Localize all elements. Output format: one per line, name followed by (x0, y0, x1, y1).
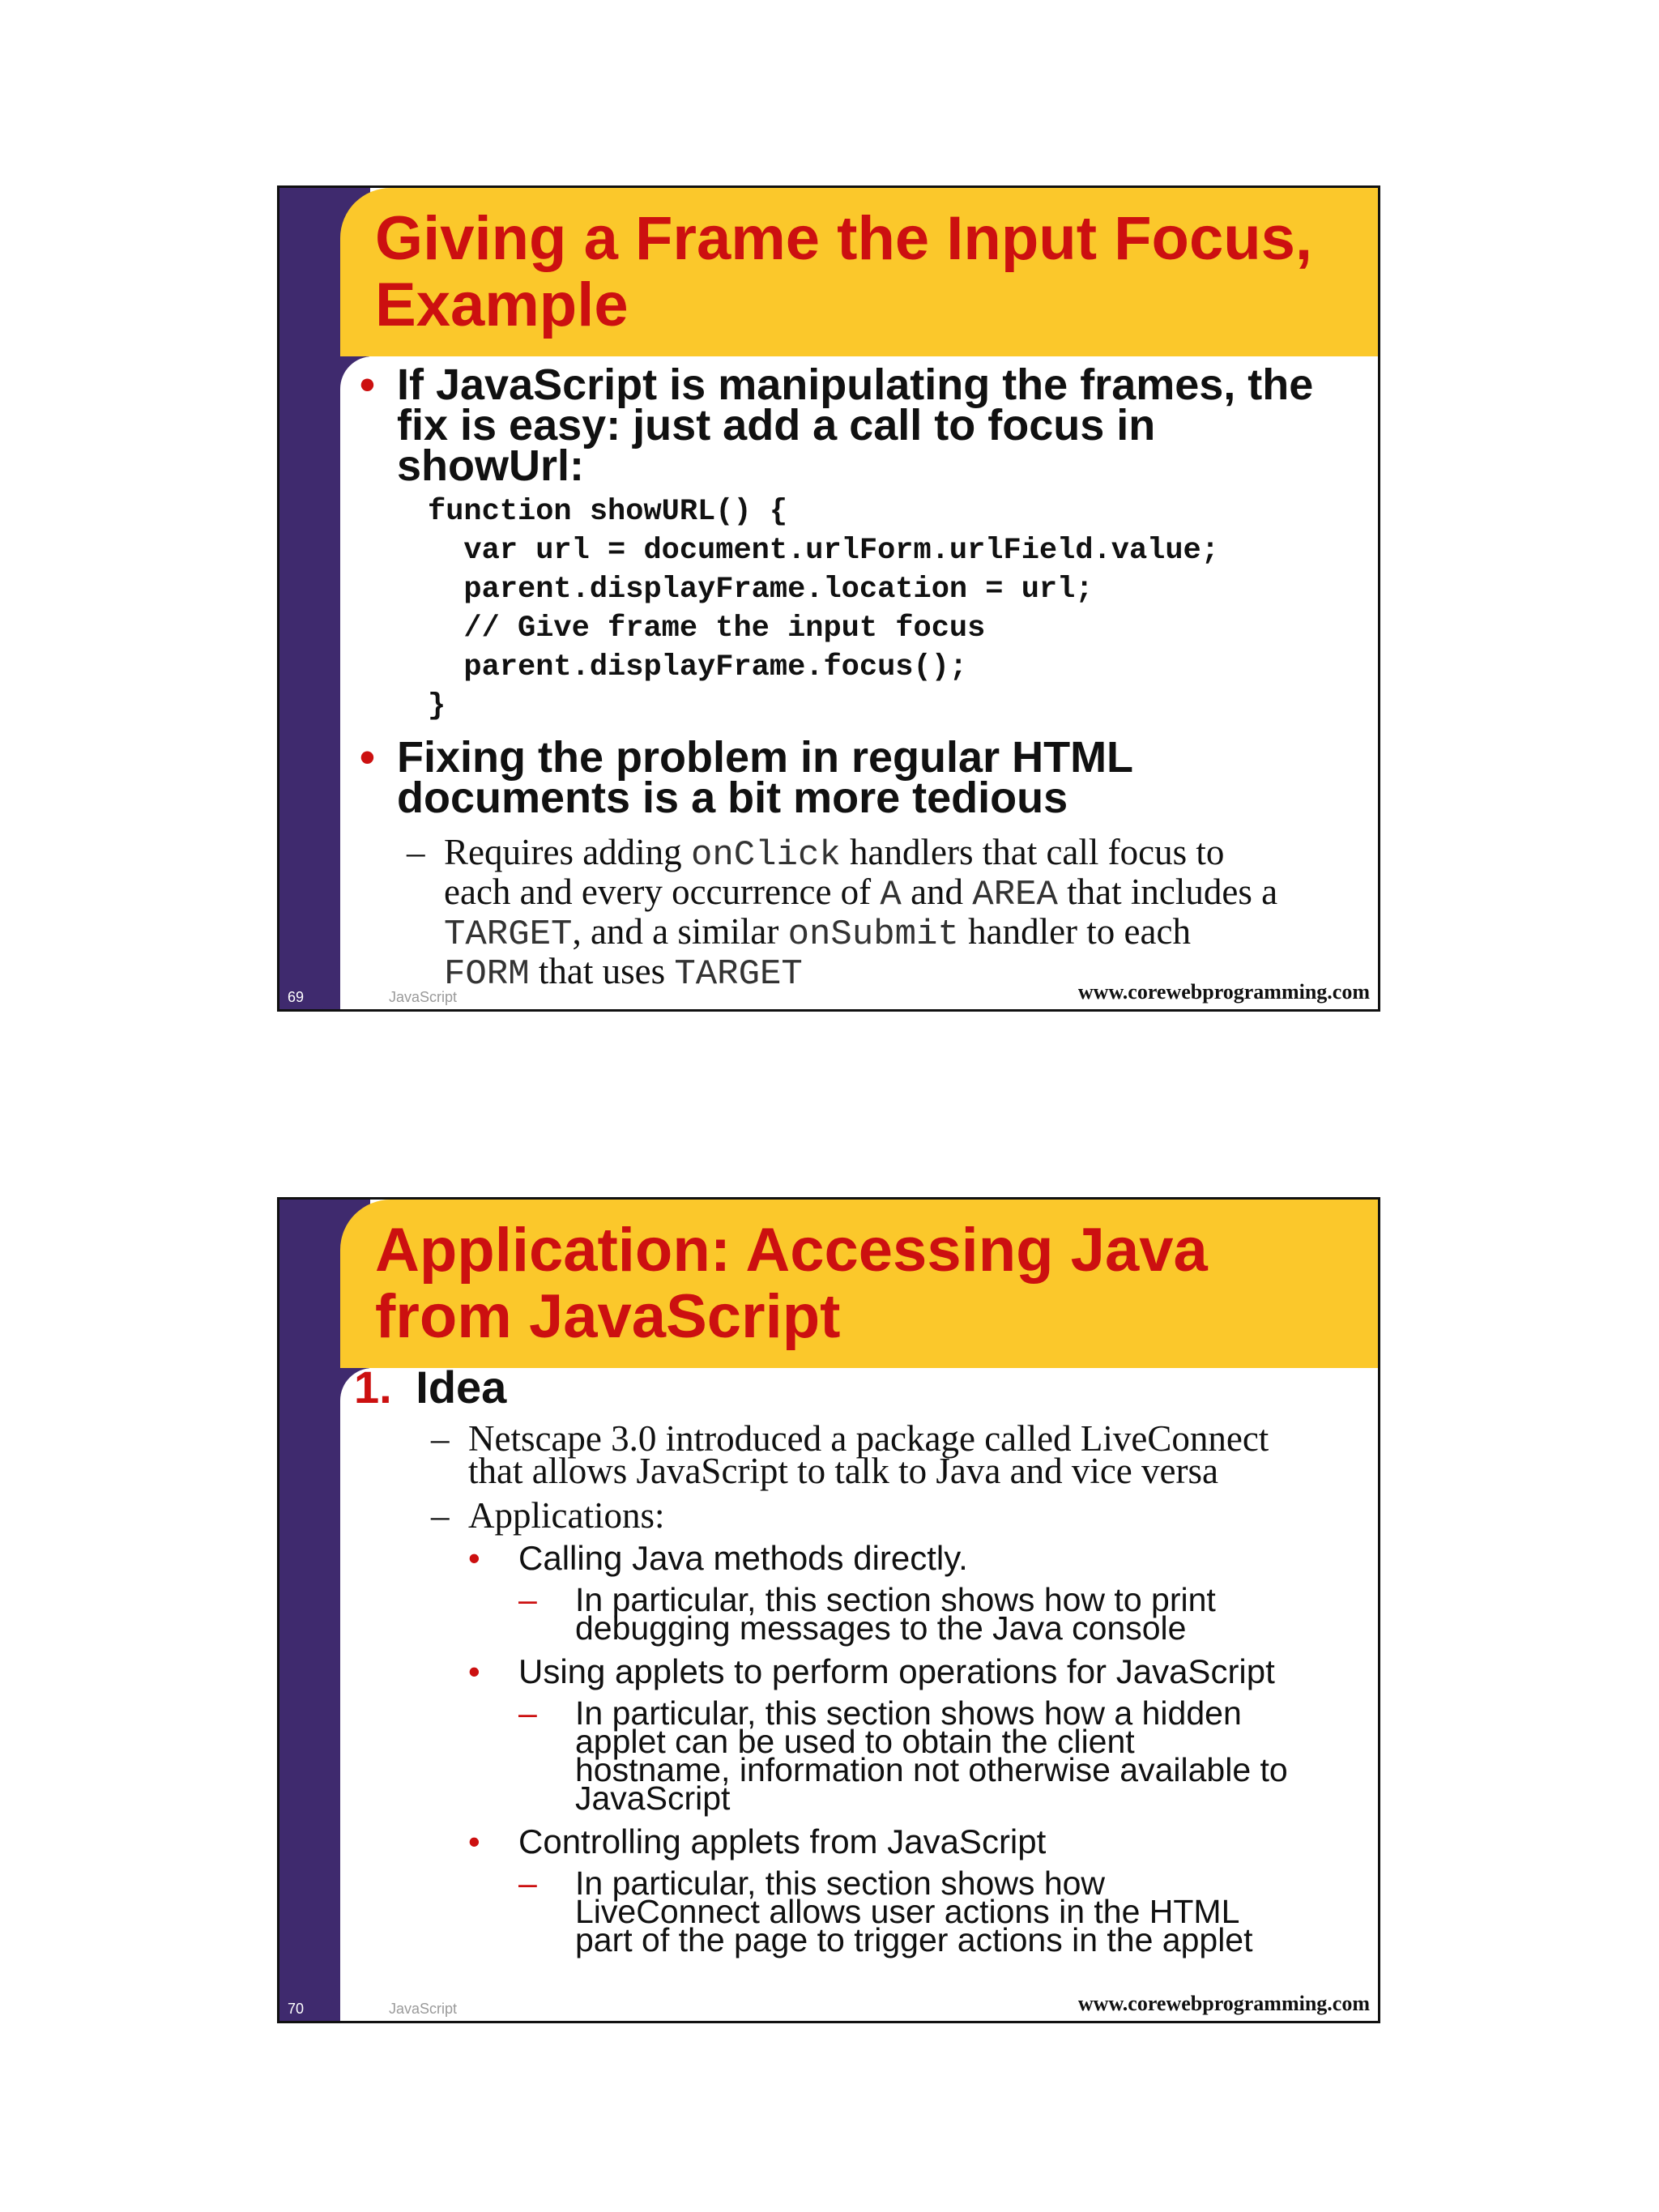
detail-line: JavaScript (575, 1779, 731, 1817)
item-number: 1. (354, 1362, 392, 1413)
title-line-1: Giving a Frame the Input Focus, (375, 204, 1313, 273)
title-line-1: Application: Accessing Java (375, 1216, 1208, 1285)
code-term: onSubmit (787, 914, 959, 955)
footer-url: www.corewebprogramming.com (1077, 980, 1370, 1004)
applications-heading (431, 1495, 665, 1536)
application-2-detail (518, 1694, 1288, 1817)
idea-detail (431, 1418, 1269, 1491)
bullet-1-line-2: fix is easy: just add a call to focus in (397, 401, 1156, 450)
detail-line: debugging messages to the Java console (575, 1609, 1187, 1647)
dash-marker: – (431, 1495, 450, 1536)
sub-text: handler to each (958, 911, 1191, 952)
title-line-2: Example (375, 271, 629, 339)
detail-line: hostname, information not otherwise available to (575, 1751, 1288, 1788)
applications-label: Applications: (468, 1495, 665, 1536)
application-2 (468, 1652, 1275, 1690)
footer-url: www.corewebprogramming.com (1077, 1992, 1370, 2015)
sub-text: each and every occurrence of (444, 872, 881, 912)
title-line-2: from JavaScript (375, 1282, 841, 1351)
sub-text: that uses (529, 951, 675, 991)
bullet-dot: • (468, 1822, 480, 1860)
dash-marker: – (407, 832, 425, 872)
sub-text: and (901, 872, 973, 912)
application-3-detail (518, 1865, 1253, 1958)
footer-label: JavaScript (389, 989, 458, 1005)
dash-marker: – (518, 1581, 537, 1618)
detail-line: In particular, this section shows how (575, 1865, 1106, 1902)
code-term: TARGET (674, 954, 803, 995)
bullet-dot: • (468, 1539, 480, 1577)
bullet-1-line-3: showUrl: (397, 441, 585, 490)
detail-line: In particular, this section shows how a hidden (575, 1694, 1242, 1732)
code-term: TARGET (444, 914, 573, 955)
page-number: 69 (288, 989, 305, 1005)
detail-line: applet can be used to obtain the client (575, 1723, 1135, 1760)
bullet-2 (360, 733, 1134, 822)
detail-line: In particular, this section shows how to print (575, 1581, 1216, 1618)
application-3 (468, 1822, 1047, 1860)
bullet-1-line-1: If JavaScript is manipulating the frames, the (397, 360, 1314, 409)
bullet-dot: • (468, 1652, 480, 1690)
dash-marker: – (518, 1694, 537, 1732)
sub-text: handlers that call focus to (840, 832, 1225, 872)
application-3-text: Controlling applets from JavaScript (518, 1822, 1047, 1860)
detail-line: part of the page to trigger actions in the applet (575, 1921, 1253, 1958)
dash-marker: – (431, 1418, 450, 1459)
code-block: function showURL() { var url = document.urlForm.urlField.value; parent.displayFrame.location = url; // Give frame the input focus parent.displayFrame.focus(); } (428, 495, 1219, 723)
bullet-dot: • (360, 360, 375, 409)
idea-line-1: Netscape 3.0 introduced a package called LiveConnect (468, 1418, 1269, 1459)
application-1-detail (518, 1581, 1216, 1647)
sub-text: , and a similar (572, 911, 788, 952)
application-2-text: Using applets to perform operations for JavaScript (518, 1652, 1275, 1690)
code-term: AREA (972, 875, 1058, 915)
bullet-2-line-1: Fixing the problem in regular HTML (397, 733, 1134, 782)
application-1 (468, 1539, 968, 1577)
slide-title (375, 1217, 1208, 1350)
slide-70 (277, 1197, 1380, 2023)
dash-marker: – (518, 1865, 537, 1902)
sub-text: Requires adding (444, 832, 691, 872)
bullet-1 (360, 360, 1314, 490)
code-term: A (880, 875, 902, 915)
application-1-text: Calling Java methods directly. (518, 1539, 968, 1577)
bullet-2-line-2: documents is a bit more tedious (397, 774, 1068, 822)
idea-line-2: that allows JavaScript to talk to Java and vice versa (468, 1451, 1218, 1491)
sub-text: that includes a (1057, 872, 1278, 912)
footer-label: JavaScript (389, 2001, 458, 2017)
page-number: 70 (288, 2001, 305, 2017)
slide-69 (277, 185, 1380, 1012)
sub-item (407, 832, 1278, 995)
code-term: onClick (690, 835, 841, 876)
numbered-item (354, 1362, 507, 1413)
item-label: Idea (416, 1362, 507, 1413)
detail-line: LiveConnect allows user actions in the HTML (575, 1893, 1240, 1930)
slide-title (375, 206, 1312, 339)
code-term: FORM (444, 954, 530, 995)
bullet-dot: • (360, 733, 375, 782)
